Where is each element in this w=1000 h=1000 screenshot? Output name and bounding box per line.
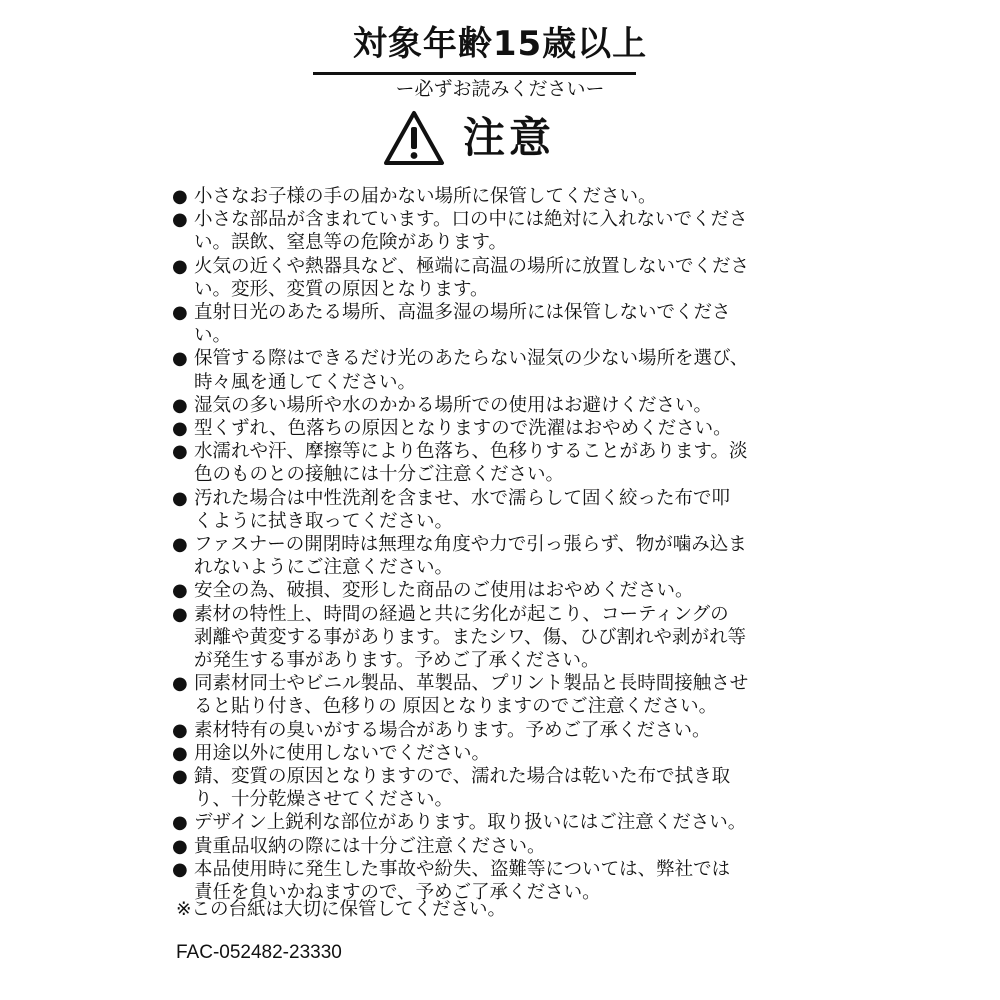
notice-text: 同素材同士やビニル製品、革製品、プリント製品と長時間接触させ ると貼り付き、色移りの 原因となりますのでご注意ください。 xyxy=(194,673,749,718)
caution-notice-item xyxy=(172,579,784,602)
bullet-icon: ● xyxy=(172,766,188,788)
read-carefully-subtitle: ー必ずお読みくださいー xyxy=(395,78,605,100)
bullet-icon: ● xyxy=(172,441,188,463)
caution-notice-item xyxy=(172,533,784,579)
bullet-icon: ● xyxy=(172,209,188,231)
notice-text: 貴重品収納の際には十分ご注意ください。 xyxy=(194,835,546,857)
notice-text: 安全の為、破損、変形した商品のご使用はおやめください。 xyxy=(194,580,694,602)
caution-notice-item xyxy=(172,765,784,811)
notice-text: 小さな部品が含まれています。口の中には絶対に入れないでくださ い。誤飲、窒息等の危険があります。 xyxy=(194,209,748,254)
notice-text: 用途以外に使用しないでください。 xyxy=(194,742,491,764)
caution-notice-item xyxy=(172,417,784,440)
caution-notice-item xyxy=(172,185,784,208)
caution-notice-item xyxy=(172,835,784,858)
notice-text: 本品使用時に発生した事故や紛失、盗難等については、弊社では 責任を負いかねますので、予めご了承ください。 xyxy=(194,858,731,904)
keep-mount-footnote: ※この台紙は大切に保管してください。 xyxy=(176,899,507,920)
notice-text: 保管する際はできるだけ光のあたらない湿気の少ない場所を選び、 時々風を通してください。 xyxy=(194,348,749,393)
notice-text: 水濡れや汗、摩擦等により色落ち、色移りすることがあります。淡 色のものとの接触には十分ご注意ください。 xyxy=(194,441,748,486)
bullet-icon: ● xyxy=(172,534,188,556)
bullet-icon: ● xyxy=(172,742,188,764)
notice-text: 汚れた場合は中性洗剤を含ませ、水で濡らして固く絞った布で叩 くように拭き取ってください。 xyxy=(194,487,730,532)
caution-notice-item xyxy=(172,603,784,673)
bullet-icon: ● xyxy=(172,418,188,440)
bullet-icon: ● xyxy=(172,812,188,834)
notice-text: 直射日光のあたる場所、高温多湿の場所には保管しないでくださ い。 xyxy=(194,302,731,347)
caution-notice-item xyxy=(172,347,784,393)
notice-text: ファスナーの開閉時は無理な角度や力で引っ張らず、物が噛み込ま れないようにご注意ください。 xyxy=(194,534,747,579)
caution-title: 注意 xyxy=(463,113,556,162)
bullet-icon: ● xyxy=(172,394,188,416)
notice-text: 素材特有の臭いがする場合があります。予めご了承ください。 xyxy=(194,719,711,741)
title-underline xyxy=(313,72,636,75)
bullet-icon: ● xyxy=(172,673,188,695)
caution-notice-list xyxy=(172,185,784,904)
notice-text: 型くずれ、色落ちの原因となりますので洗濯はおやめください。 xyxy=(194,418,732,440)
notice-text: 湿気の多い場所や水のかかる場所での使用はお避けください。 xyxy=(194,394,713,416)
caution-notice-item xyxy=(172,672,784,718)
caution-notice-item xyxy=(172,811,784,834)
caution-notice-item xyxy=(172,301,784,347)
notice-text: 火気の近くや熱器具など、極端に高温の場所に放置しないでくださ い。変形、変質の原因となります。 xyxy=(194,255,750,300)
caution-notice-item xyxy=(172,394,784,417)
bullet-icon: ● xyxy=(172,348,188,370)
notice-text: デザイン上鋭利な部位があります。取り扱いにはご注意ください。 xyxy=(194,812,747,834)
product-code: FAC-052482-23330 xyxy=(176,942,342,963)
bullet-icon: ● xyxy=(172,858,188,880)
bullet-icon: ● xyxy=(172,719,188,741)
bullet-icon: ● xyxy=(172,302,188,324)
warning-triangle-icon xyxy=(383,110,445,166)
age-notice-title: 対象年齢15歳以上 xyxy=(352,24,648,64)
bullet-icon: ● xyxy=(172,487,188,509)
notice-text: 小さなお子様の手の届かない場所に保管してください。 xyxy=(194,186,657,207)
caution-notice-item xyxy=(172,255,784,301)
caution-notice-item xyxy=(172,742,784,765)
notice-text: 錆、変質の原因となりますので、濡れた場合は乾いた布で拭き取 り、十分乾燥させてください。 xyxy=(194,766,731,811)
bullet-icon: ● xyxy=(172,186,188,207)
notice-text: 素材の特性上、時間の経過と共に劣化が起こり、コーティングの 剥離や黄変する事があります。またシワ、傷、ひび割れや剥がれ等 が発生する事があります。予めご了承ください。 xyxy=(194,603,747,672)
bullet-icon: ● xyxy=(172,835,188,857)
bullet-icon: ● xyxy=(172,580,188,602)
caution-notice-item xyxy=(172,440,784,486)
bullet-icon: ● xyxy=(172,603,188,625)
caution-heading xyxy=(383,108,623,168)
caution-notice-item xyxy=(172,719,784,742)
caution-notice-item xyxy=(172,208,784,254)
bullet-icon: ● xyxy=(172,255,188,277)
caution-notice-item xyxy=(172,487,784,533)
